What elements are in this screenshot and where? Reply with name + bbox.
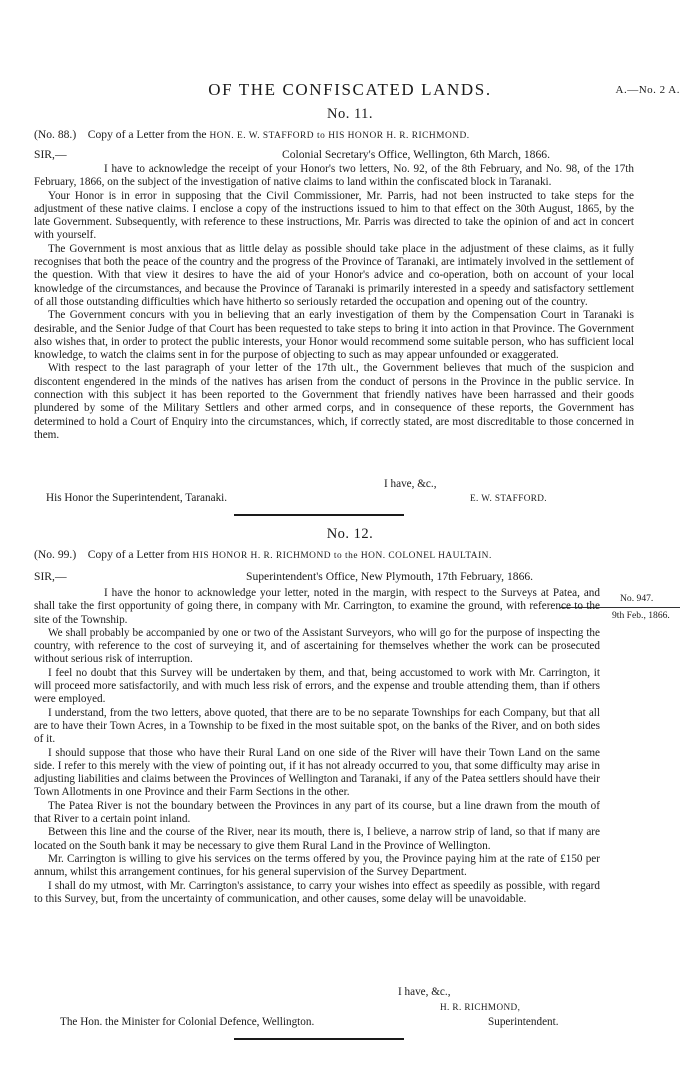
letter-12-heading-prefix: Copy of a Letter from <box>87 548 190 561</box>
letter-12-closing: I have, &c., <box>398 986 451 998</box>
running-title: OF THE CONFISCATED LANDS. <box>208 80 492 99</box>
margin-reference: No. 947. <box>620 593 654 604</box>
letter-11-paragraph: I have to acknowledge the receipt of your Honor's two letters, No. 92, of the 8th February, and No. 98, of the 17th February, 1866, on the subject of the investigation of native claims to land within the confiscated block in Taranaki. <box>34 163 634 189</box>
letter-11-paragraph: The Government is most anxious that as little delay as possible should take place in the adjustment of these claims, as it fully recognises that both the peace of the country and the progress of the Province of Taranaki, are intimately involved in the settlement of the question. With that view it desires to have the aid of your Honor's advice and co-operation, both on account of your local knowledge of the circumstances, and because the Province of Taranaki is primarily interested in a speedy and satisfactory settlement of all those outstanding difficulties which have hitherto so seriously retarded the occupation and opening out of the country. <box>34 242 634 308</box>
letter-11-paragraph: With respect to the last paragraph of your letter of the 17th ult., the Government believes that much of the suspicion and discontent engendered in the minds of the natives has arisen from the conduct of persons in the Province in the public service. In connection with this subject it has been reported to the Government that friendly natives have been harrassed and their goods plundered by some of the Military Settlers and other armed corps, and in consequence of these reports, the Government has determined to hold a Court of Enquiry into the circumstances, which, if correctly stated, are most discreditable to those concerned in them. <box>34 362 634 441</box>
letter-11-addressee: His Honor the Superintendent, Taranaki. <box>46 492 228 504</box>
letter-12-paragraph: I shall do my utmost, with Mr. Carrington's assistance, to carry your wishes into effect as speedily as possible, with regard to this Survey, but, from the uncertainty of communication, and other causes, some delay will be unavoidable. <box>34 879 600 905</box>
letter-11-signature <box>470 492 547 504</box>
letter-12-salutation: SIR,— <box>34 570 67 583</box>
letter-12-signature-text: H. R. RICHMOND, <box>440 1002 521 1012</box>
letter-11-number: No. 11. <box>326 106 374 122</box>
letter-11-salutation: SIR,— <box>34 148 67 161</box>
letter-11-to: HIS HONOR H. R. RICHMOND. <box>328 131 470 141</box>
letter-12-paragraph: The Patea River is not the boundary between the Provinces in any part of its course, but a line drawn from the mouth of that River to a certain point inland. <box>34 799 600 826</box>
letter-11-closing: I have, &c., <box>384 478 437 490</box>
letter-11-from: HON. E. W. STAFFORD <box>209 131 315 141</box>
letter-11-heading-prefix: Copy of a Letter from the <box>87 128 207 141</box>
letter-11-signature-text: E. W. STAFFORD. <box>470 493 547 503</box>
letter-12-paragraph: I feel no doubt that this Survey will be undertaken by them, and that, being accustomed to work with Mr. Carrington, it will proceed more satisfactorily, and with much less risk of errors, and the expense and trouble attending them, than if others were employed. <box>34 666 600 706</box>
letter-11-paragraph: Your Honor is in error in supposing that the Civil Commissioner, Mr. Parris, had not been instructed to take steps for the adjustment of these native claims. I enclose a copy of the instructions issued to him to that effect on the 30th August, 1865, by the late Government. Subsequently, with reference to these instructions, Mr. Parris was directed to take the opinion of and act in concert with yourself. <box>34 189 634 242</box>
end-divider <box>234 1038 404 1040</box>
page-reference: A.—No. 2 A. <box>615 84 680 96</box>
letter-11-address: Colonial Secretary's Office, Wellington, 6th March, 1866. <box>282 148 550 161</box>
letter-12-signature <box>440 1001 520 1013</box>
letter-12-paragraph: I should suppose that those who have their Rural Land on one side of the River will have their Town Land on the same side. I refer to this merely with the view of pointing out, if it has not already occurred to you, that some difficulty may arise in adjusting liabilities and claims between the Provinces of Wellington and Taranaki, if any of the Patea settlers should have their Town Allotments in one Province and their Farm Sections in the other. <box>34 746 600 799</box>
letter-11-paragraph: The Government concurs with you in believing that an early investigation of them by the Compensation Court in Taranaki is desirable, and the Senior Judge of that Court has been requested to take steps to bring it into action in that Province. The Government also wishes that, in order to protect the public interests, your Honor would recommend some suitable person, who has sufficient local knowledge, to watch the claims sent in for the purpose of objecting to such as may appear unfounded or exaggerated. <box>34 309 634 362</box>
letter-12-ref: (No. 99.) <box>34 548 77 561</box>
letter-12-heading <box>34 548 674 561</box>
letter-11-ref: (No. 88.) <box>34 128 77 141</box>
letter-12-paragraph: I understand, from the two letters, above quoted, that there are to be no separate Townships for each Company, but that all are to have their Town Acres, in a Township to be fixed in the most suitable spot, on the banks of the River, and on both sides of it. <box>34 706 600 746</box>
section-divider <box>234 514 404 516</box>
letter-12-to-word: to the <box>333 551 358 561</box>
letter-12-body <box>34 587 600 906</box>
letter-11-to-word: to <box>317 131 326 141</box>
letter-12-paragraph: Mr. Carrington is willing to give his services on the terms offered by you, the Province paying him at the rate of £150 per annum, whilst this arrangement continues, for his general supervision of the Survey Department. <box>34 852 600 879</box>
letter-12-number: No. 12. <box>326 526 374 542</box>
letter-12-paragraph: I have the honor to acknowledge your letter, noted in the margin, with respect to the Surveys at Patea, and shall take the first opportunity of going there, in company with Mr. Carrington, to examine the ground, with reference to the site of the Township. <box>34 587 600 626</box>
letter-12-addressee: The Hon. the Minister for Colonial Defence, Wellington. <box>60 1016 315 1028</box>
letter-12-to: HON. COLONEL HAULTAIN. <box>360 551 492 561</box>
letter-12-paragraph: We shall probably be accompanied by one or two of the Assistant Surveyors, who will go for the purpose of inspecting the country, with reference to the cost of surveying it, and of ascertaining for themselves whether the work can be prosecuted without serious risk of interruption. <box>34 626 600 666</box>
letter-12-address: Superintendent's Office, New Plymouth, 17th February, 1866. <box>246 570 534 583</box>
letter-11-body <box>34 163 634 442</box>
letter-12-from: HIS HONOR H. R. RICHMOND <box>192 551 331 561</box>
letter-11-heading <box>34 128 674 141</box>
margin-date: 9th Feb., 1866. <box>612 610 670 621</box>
letter-12-signature-title: Superintendent. <box>488 1016 559 1028</box>
letter-12-paragraph: Between this line and the course of the River, near its mouth, there is, I believe, a narrow strip of land, so that if many are located on the South bank it may be necessary to give them Rural Land in the Province of Wellington. <box>34 826 600 852</box>
